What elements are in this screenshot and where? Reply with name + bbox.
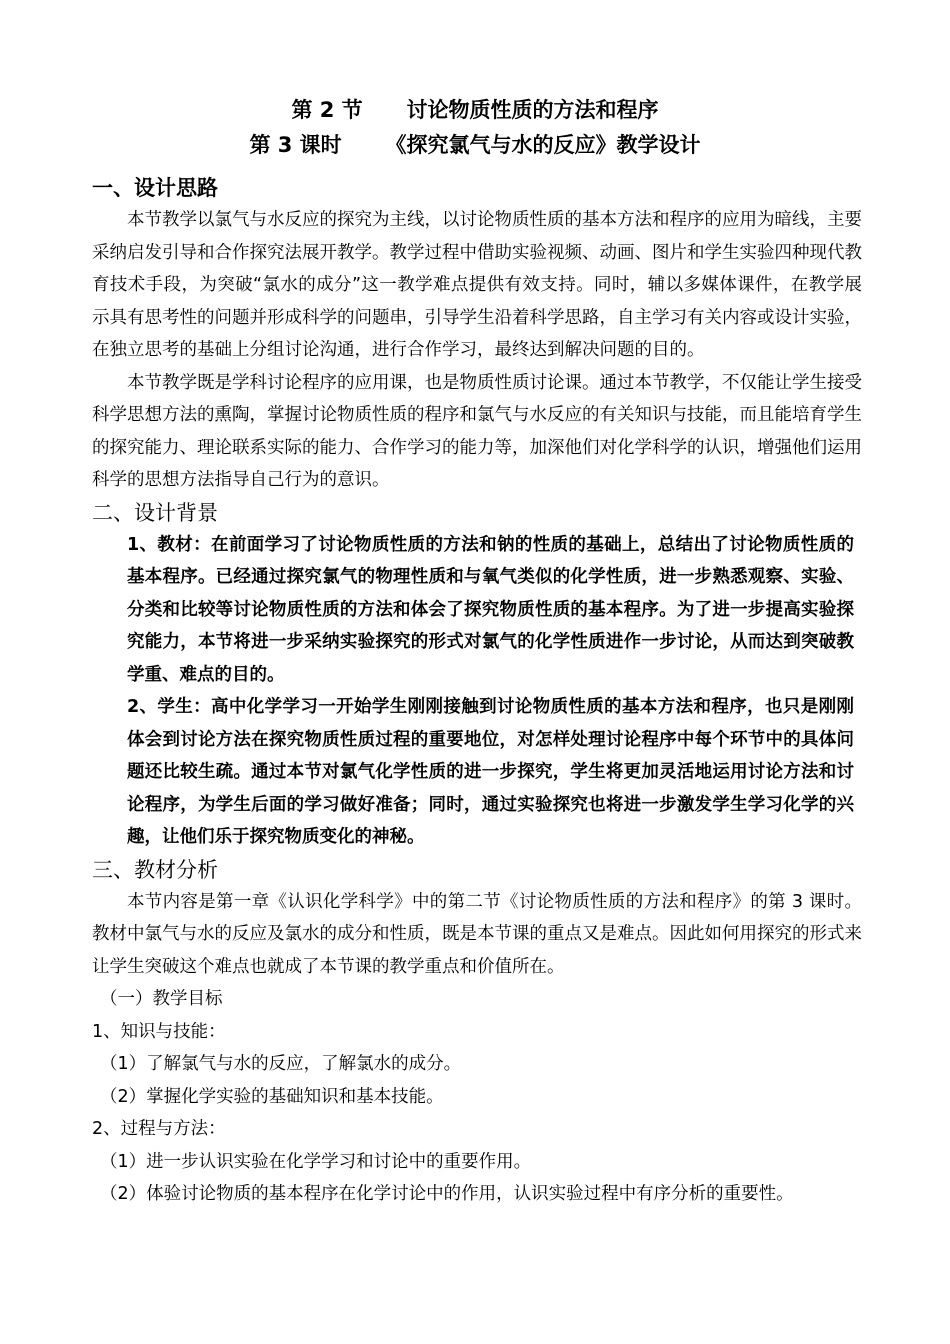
document-subtitle: 第 3 课时 《探究氯气与水的反应》教学设计 (249, 133, 701, 157)
paragraph-textbook: 1、教材：在前面学习了讨论物质性质的方法和钠的性质的基础上，总结出了讨论物质性质的基本程序。已经通过探究氯气的物理性质和与氧气类似的化学性质，进一步熟悉观察、实验、分类和比较等讨论物质性质的方法和体会了探究物质性质的基本程序。为了进一步提高实验探究能力，本节将进一步采纳实验探究的形式对氯气的化学性质进作一步讨论，从而达到突破教学重、难点的目的。 (127, 534, 854, 685)
section-heading-design-idea: 一、设计思路 (92, 176, 218, 200)
section-heading-textbook-analysis: 三、教材分析 (92, 857, 218, 882)
list-item-teaching-goals: （一）教学目标 (100, 989, 223, 1009)
section-heading-design-background: 二、设计背景 (92, 500, 218, 525)
document-title: 第 2 节 讨论物质性质的方法和程序 (291, 98, 659, 122)
list-item: （1）进一步认识实验在化学学习和讨论中的重要作用。 (100, 1151, 532, 1172)
list-item: （1）了解氯气与水的反应，了解氯水的成分。 (100, 1054, 462, 1074)
list-item: （2）体验讨论物质的基本程序在化学讨论中的作用，认识实验过程中有序分析的重要性。 (100, 1184, 794, 1204)
paragraph: 本节内容是第一章《认识化学科学》中的第二节《讨论物质性质的方法和程序》的第 3 课时。教材中氯气与水的反应及氯水的成分和性质，既是本节课的重点又是难点。因此如何用探究的形式来让学生突破这个难点也就成了本节课的教学重点和价值所在。 (92, 891, 862, 977)
list-item: （2）掌握化学实验的基础知识和基本技能。 (100, 1086, 444, 1107)
paragraph: 本节教学以氯气与水反应的探究为主线，以讨论物质性质的基本方法和程序的应用为暗线，主要采纳启发引导和合作探究法展开教学。教学过程中借助实验视频、动画、图片和学生实验四种现代教育技术手段，为突破“氯水的成分”这一教学难点提供有效支持。同时，辅以多媒体课件，在教学展示具有思考性的问题并形成科学的问题串，引导学生沿着科学思路，自主学习有关内容或设计实验，在独立思考的基础上分组讨论沟通，进行合作学习，最终达到解决问题的目的。 (92, 210, 862, 360)
paragraph: 本节教学既是学科讨论程序的应用课，也是物质性质讨论课。通过本节教学，不仅能让学生接受科学思想方法的熏陶，掌握讨论物质性质的程序和氯气与水反应的有关知识与技能，而且能培育学生的探究能力、理论联系实际的能力、合作学习的能力等，加深他们对化学科学的认识，增强他们运用科学的思想方法指导自己行为的意识。 (92, 372, 862, 490)
list-item: 1、知识与技能： (92, 1021, 226, 1042)
document-body (92, 172, 862, 1211)
paragraph-students: 2、学生：高中化学学习一开始学生刚刚接触到讨论物质性质的基本方法和程序，也只是刚刚体会到讨论方法在探究物质性质过程的重要地位，对怎样处理讨论程序中每个环节中的具体问题还比较生疏。通过本节对氯气化学性质的进一步探究，学生将更加灵活地运用讨论方法和讨论程序，为学生后面的学习做好准备；同时，通过实验探究也将进一步激发学生学习化学的兴趣，让他们乐于探究物质变化的神秘。 (127, 697, 854, 847)
list-item: 2、过程与方法： (92, 1119, 226, 1139)
